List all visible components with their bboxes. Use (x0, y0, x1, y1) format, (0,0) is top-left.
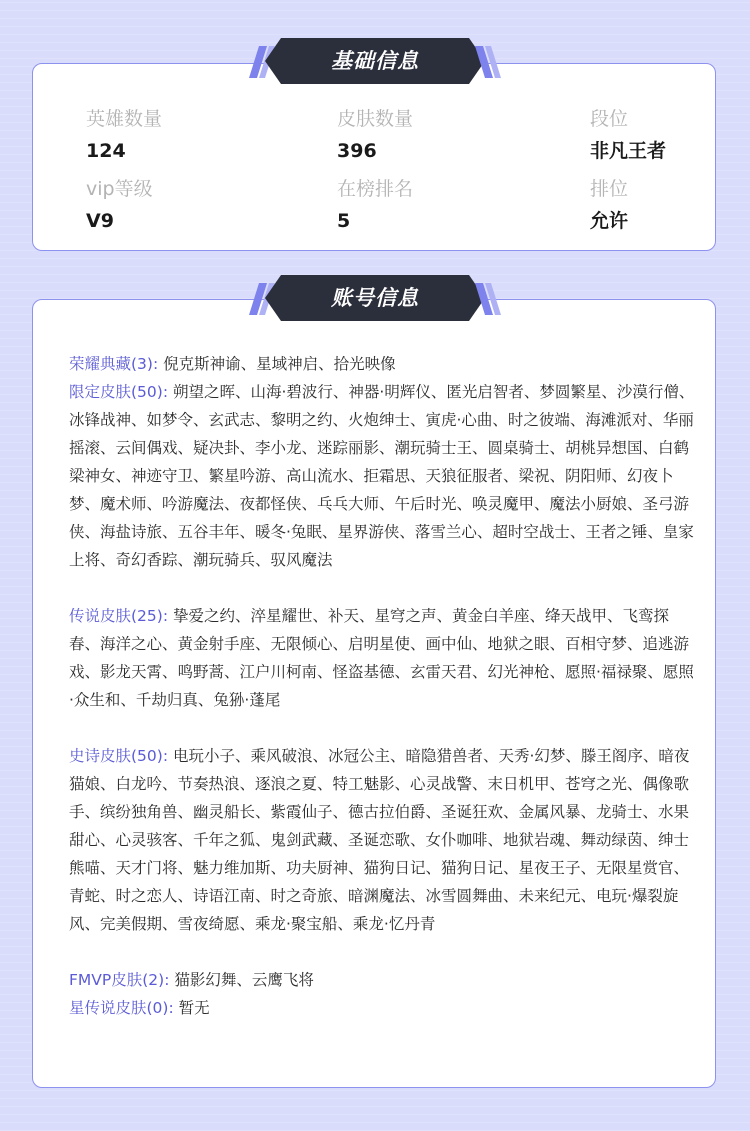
section-legend-skins (69, 602, 695, 714)
section-label: 荣耀典藏(3): (69, 355, 159, 373)
stat-label: 排位 (590, 178, 629, 200)
stat-label: 段位 (590, 108, 629, 130)
stat-skin-count (337, 107, 413, 163)
section-limited-skins (69, 378, 695, 574)
section-list: 暂无 (178, 999, 210, 1017)
section-label: 星传说皮肤(0): (69, 999, 174, 1017)
stat-value: V9 (86, 210, 114, 232)
stat-value: 124 (86, 140, 126, 162)
section-label: 传说皮肤(25): (69, 607, 169, 625)
basic-info-header (247, 38, 503, 84)
section-fmvp-skins (69, 966, 695, 994)
section-list: 朔望之晖、山海·碧波行、神器·明辉仪、匿光启智者、梦圆繁星、沙漠行僧、冰锋战神、如梦令、玄武志、黎明之约、火炮绅士、寅虎·心曲、时之彼端、海滩派对、华丽摇滚、云间偶戏、疑决卦、李小龙、迷踪丽影、潮玩骑士王、圆桌骑士、胡桃异想国、白鹤梁神女、神迹守卫、繁星吟游、高山流水、拒霜思、天狼征服者、梁祝、阴阳师、幻夜卜梦、魔术师、吟游魔法、夜都怪侠、乓乓大师、午后时光、唤灵魔甲、魔法小厨娘、圣弓游侠、海盐诗旅、五谷丰年、暖冬·兔眠、星界游侠、落雪兰心、超时空战士、王者之锤、皇家上将、奇幻香踪、潮玩骑兵、驭风魔法 (69, 383, 695, 569)
stat-label: 在榜排名 (337, 178, 414, 200)
account-info-card (32, 299, 716, 1088)
stat-leaderboard-rank (337, 177, 413, 233)
stat-value: 非凡王者 (590, 140, 667, 162)
section-list: 电玩小子、乘风破浪、冰冠公主、暗隐猎兽者、天秀·幻梦、滕王阁序、暗夜猫娘、白龙吟、节奏热浪、逐浪之夏、特工魅影、心灵战警、末日机甲、苍穹之光、偶像歌手、缤纷独角兽、幽灵船长、紫霞仙子、德古拉伯爵、圣诞狂欢、金属风暴、龙骑士、水果甜心、心灵骇客、千年之狐、鬼剑武藏、圣诞恋歌、女仆咖啡、地狱岩魂、舞动绿茵、绅士熊喵、天才门将、魅力维加斯、功夫厨神、猫狗日记、猫狗日记、星夜王子、无限星赏官、青蛇、时之恋人、诗语江南、时之奇旅、暗渊魔法、冰雪圆舞曲、未来纪元、电玩·爆裂旋风、完美假期、雪夜绮愿、乘龙·聚宝船、乘龙·忆丹青 (69, 747, 690, 933)
stat-label: 英雄数量 (86, 108, 163, 130)
account-details (69, 350, 695, 1022)
basic-info-card (32, 63, 716, 251)
section-star-legend-skins (69, 994, 695, 1022)
stat-label: vip等级 (86, 178, 153, 200)
section-list: 挚爱之约、淬星耀世、补天、星穹之声、黄金白羊座、绛天战甲、飞鸾探春、海洋之心、黄金射手座、无限倾心、启明星使、画中仙、地狱之眼、百相守梦、追逃游戏、影龙天霄、鸣野蒿、江户川柯南、怪盗基德、玄雷天君、幻光神枪、愿照·福禄聚、愿照·众生和、千劫归真、兔狲·蓬尾 (69, 607, 694, 709)
stat-value: 5 (337, 210, 351, 232)
stat-hero-count (86, 107, 162, 163)
stat-rank-tier (590, 107, 666, 163)
stat-vip-level (86, 177, 153, 233)
section-list: 倪克斯神谕、星域神启、拾光映像 (163, 355, 396, 373)
stat-value: 396 (337, 140, 377, 162)
section-title: 账号信息 (331, 286, 419, 310)
section-honor-collection (69, 350, 695, 378)
section-title: 基础信息 (331, 49, 419, 73)
section-list: 猫影幻舞、云鹰飞将 (174, 971, 314, 989)
stat-label: 皮肤数量 (337, 108, 414, 130)
section-epic-skins (69, 742, 695, 938)
account-info-header (247, 275, 503, 321)
section-label: 史诗皮肤(50): (69, 747, 169, 765)
stat-value: 允许 (590, 210, 629, 232)
stat-ranked-allowed (590, 177, 628, 233)
section-label: FMVP皮肤(2): (69, 971, 170, 989)
section-label: 限定皮肤(50): (69, 383, 169, 401)
